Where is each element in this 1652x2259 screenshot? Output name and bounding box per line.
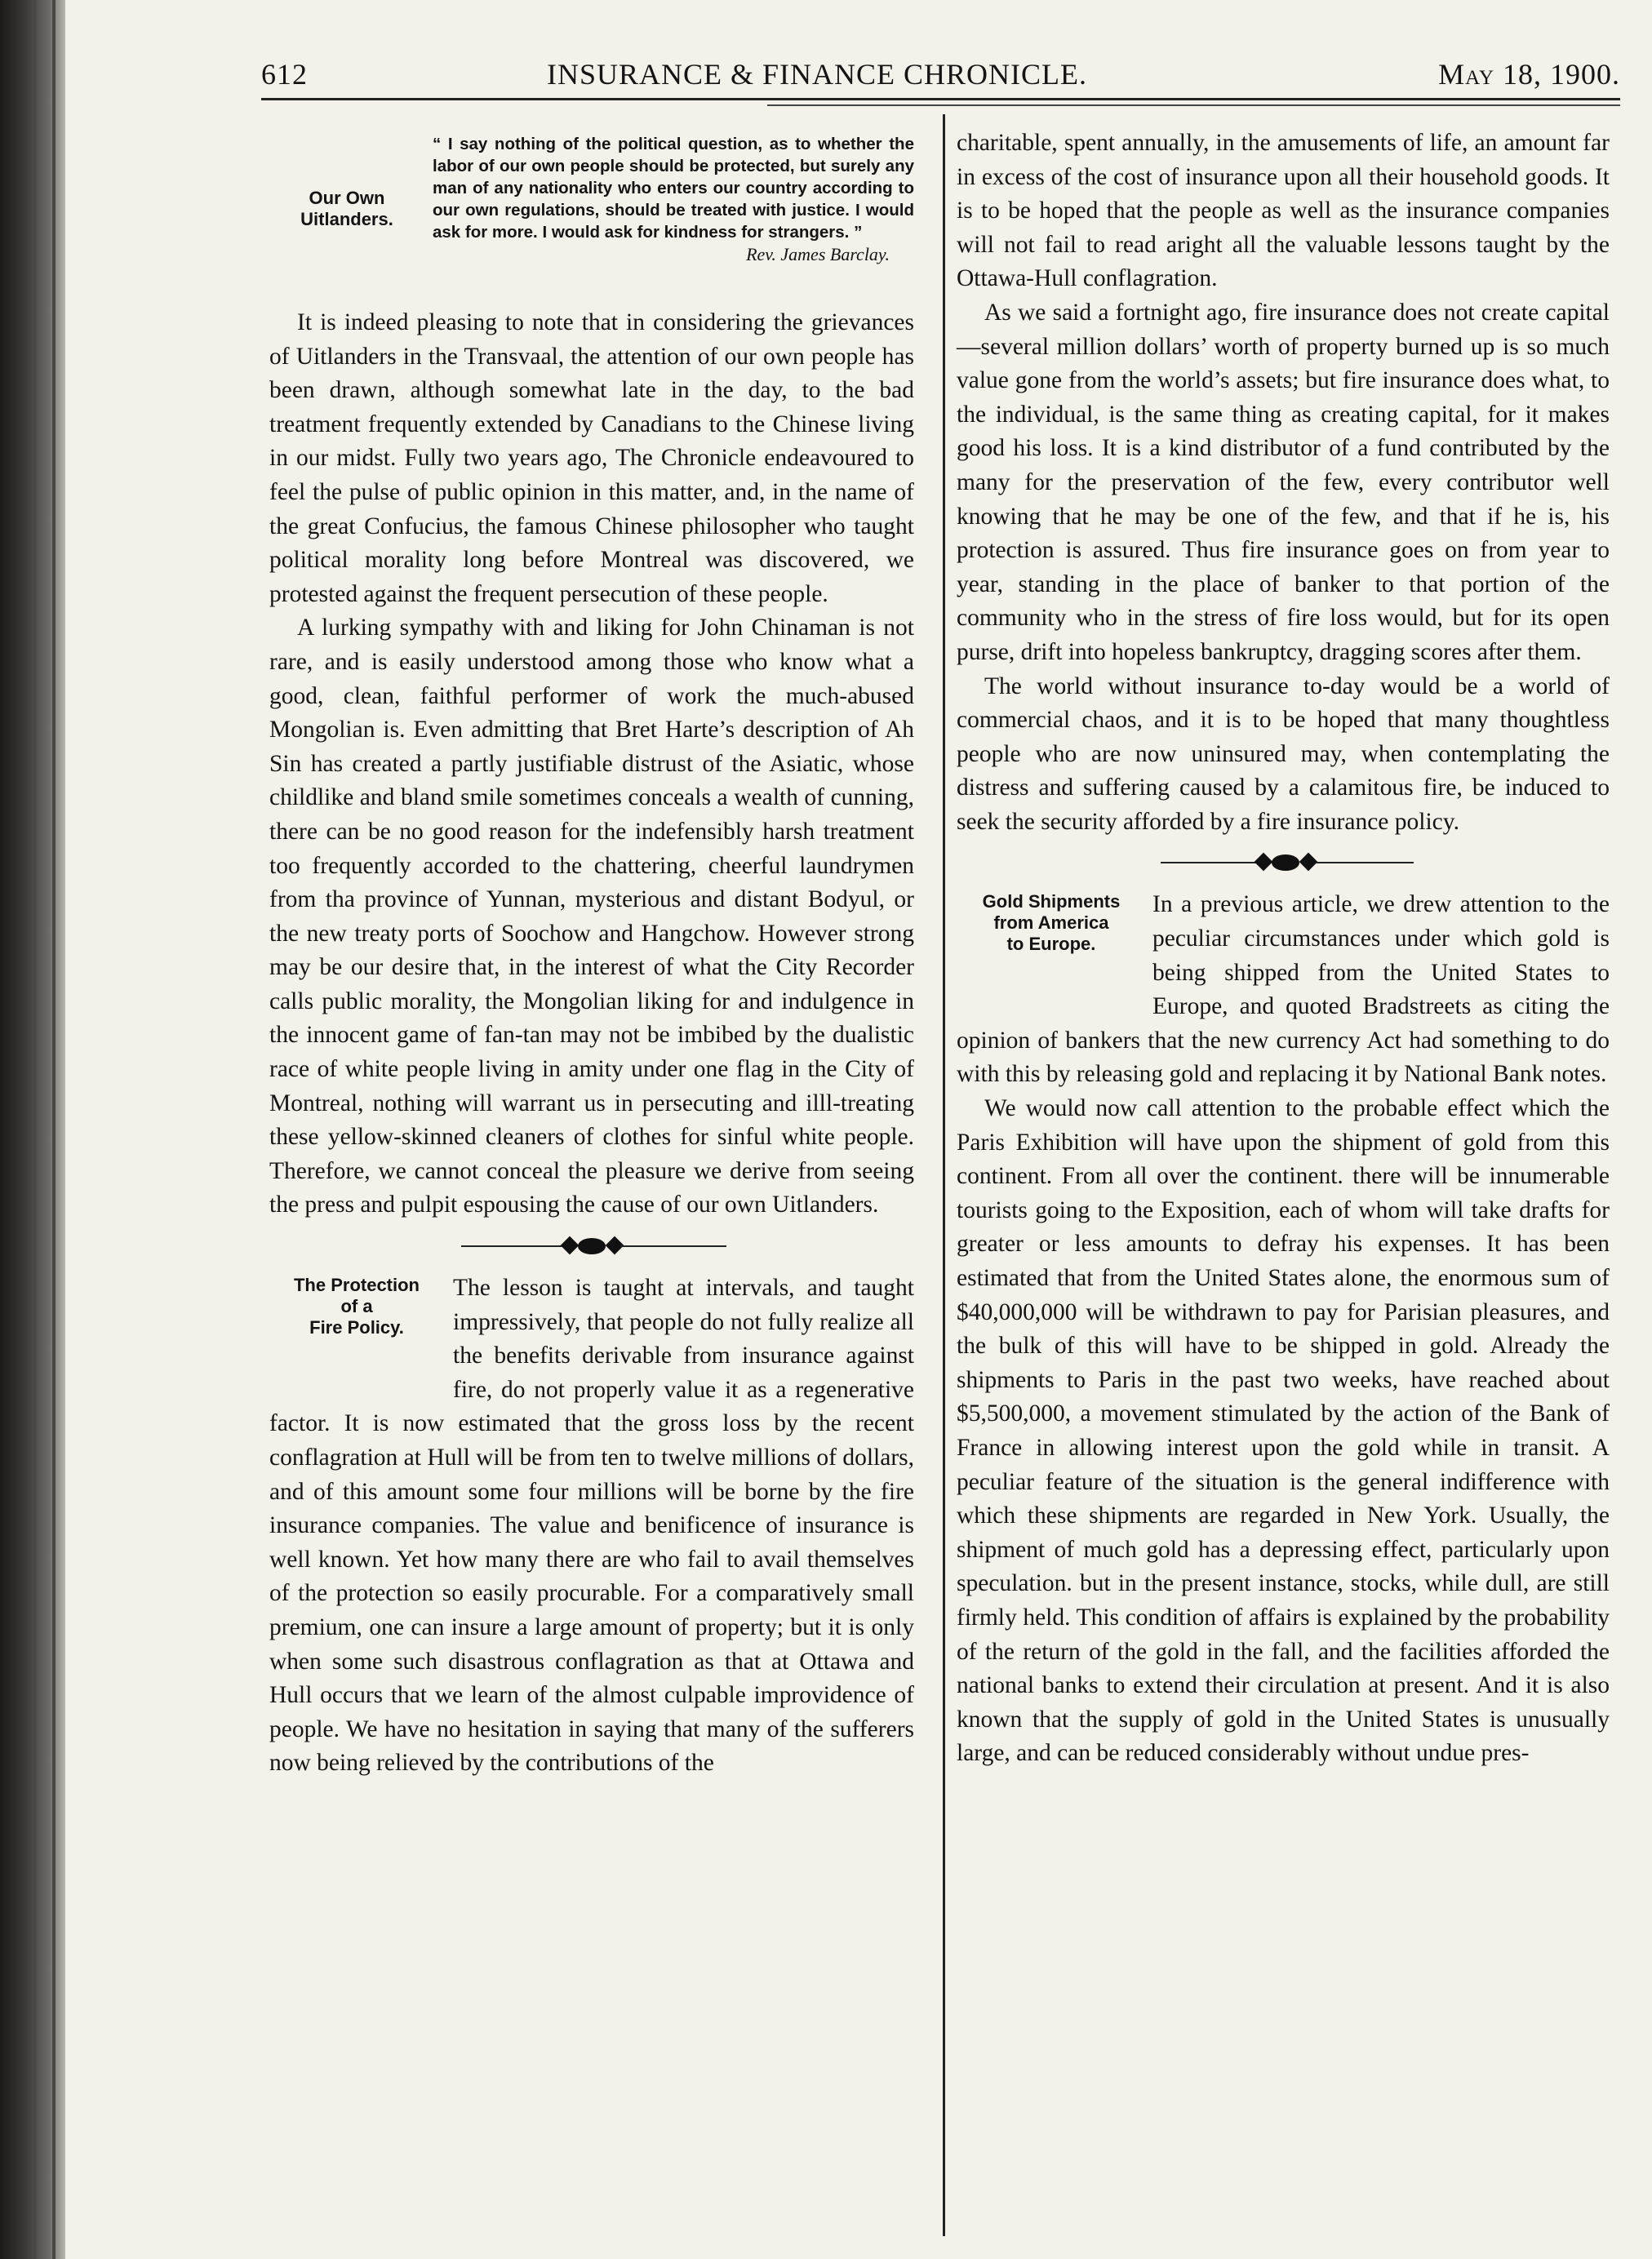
article-paragraph: A lurking sympathy with and liking for John Chinaman is not rare, and is easily understood among those who know what a good, clean, faithful performer of work the much-abused Mongolian is. Even admitting that Bret Harte’s description of Ah Sin has created a partly justifiable distrust of the Asiatic, whose childlike and bland smile sometimes conceals a wealth of cunning, there can be no good reason for the indefensibly harsh treatment too frequently accorded to the chattering, cheerful laundrymen from tha province of Yunnan, mysterious and distant Bodyul, or the new treaty ports of Soochow and Hangchow. However strong may be our desire that, in the interest of what the City Recorder calls public morality, the Mongolian liking for and indulgence in the innocent game of fan-tan may not be imbibed by the dualistic race of white people living in amity under one flag in the City of Montreal, nothing will warrant us in persecuting and illl-treating these yellow-skinned cleaners of clothes for sinful white people. Therefore, we cannot conceal the pleasure we derive from seeing the press and pulpit espousing the cause of our own Uitlanders. bbox=[269, 615, 914, 1218]
column-divider bbox=[943, 114, 945, 2236]
epigraph-quote: “ I say nothing of the political question, as to whether the labor of our own people should be protected, but surely any man of any nationality who enters our country according to our own regulations, should be treated with justice. I would ask for more. I would ask for kindness for strangers. ” Rev. James Barclay. bbox=[433, 135, 914, 264]
article-paragraph: It is indeed pleasing to note that in considering the grievances of Uitlanders in the Transvaal, the attention of our own people has been drawn, although somewhat late in the day, to the bad treatment frequently extended by Canadians to the Chinese living in our midst. Fully two years ago, The Chronicle endeavoured to feel the pulse of public opinion in this matter, and, in the name of the great Confucius, the famous Chinese philosopher who taught political morality long before Montreal was discovered, we protested against the frequent persecution of these people. bbox=[269, 309, 914, 607]
uitlanders-heading-block bbox=[269, 126, 914, 306]
article-paragraph: The world without insurance to-day would be a world of commercial chaos, and it is to be hoped that many thoughtless people who are now uninsured may, when contemplating the distress and suffering caused by a calamitous fire, be induced to seek the security afforded by a fire insurance policy. bbox=[957, 672, 1610, 835]
issue-date: May 18, 1900. bbox=[1438, 58, 1620, 91]
section-side-head-gold: Gold Shipments from America to Europe. bbox=[982, 891, 1121, 955]
article-paragraph-continued: charitable, spent annually, in the amusements of life, an amount far in excess of the cost of insurance upon all their household goods. It is to be hoped that the people as well as the insurance companies will not fail to read aright all the valuable lessons taught by the Ottawa-Hull conflagration. bbox=[957, 130, 1610, 292]
gold-section bbox=[957, 888, 1610, 1770]
article-paragraph: As we said a fortnight ago, fire insurance does not create capital—several million dollars’ worth of property burned up is so much value gone from the world’s assets; but fire insurance does what, to the individual, is the same thing as creating capital, for it makes good his loss. It is a kind distributor of a fund contributed by the many for the preservation of the few, every contributor well knowing that he may be one of the few, and that if he is, his protection is assured. Thus fire insurance goes on from year to year, standing in the place of banker to that portion of the community who in the stress of fire loss would, but for its open purse, drift into hopeless bankruptcy, dragging scores after them. bbox=[957, 299, 1610, 665]
article-paragraph: The lesson is taught at intervals, and taught impressively, that people do not fully realize all the benefits derivable from insurance against fire, do not properly value it as a regenerative factor. It is now estimated that the gross loss by the recent conflagration at Hull will be from ten to twelve millions of dollars, and of this amount some four millions will be borne by the fire insurance companies. The value and benificence of insurance is well known. Yet how many there are who fail to avail themselves of the protection so easily procurable. For a comparatively small premium, one can insure a large amount of property; but it is only when some such disastrous conflagration as that at Ottawa and Hull occurs that we learn of the almost culpable improvidence of people. We have no hesitation in saying that many of the sufferers now being relieved by the contributions of the bbox=[269, 1275, 914, 1777]
article-paragraph: In a previous article, we drew attention to the peculiar circumstances under which gold is being shipped from the United States to Europe, and quoted Bradstreets as citing the opinion of bankers that the new currency Act had something to do with this by releasing gold and replacing it by National Bank notes. bbox=[957, 891, 1610, 1088]
journal-title: INSURANCE & FINANCE CHRONICLE. bbox=[547, 58, 1088, 91]
epigraph-attribution: Rev. James Barclay. bbox=[746, 244, 890, 264]
page-number: 612 bbox=[261, 58, 308, 91]
section-side-head-protection: The Protection of a Fire Policy. bbox=[293, 1275, 420, 1338]
section-side-head-uitlanders: Our Own Uitlanders. bbox=[300, 188, 393, 229]
protection-section bbox=[269, 1272, 914, 1781]
binding-shadow-line bbox=[33, 0, 36, 2259]
running-header bbox=[261, 57, 1620, 103]
header-rule bbox=[261, 98, 1620, 100]
right-column bbox=[957, 126, 1610, 1771]
binding-shadow-line bbox=[52, 0, 56, 2259]
article-paragraph: We would now call attention to the probable effect which the Paris Exhibition will have upon the shipment of gold from this continent. From all over the continent. there will be innumerable tourists going to the Exposition, each of whom will take drafts for greater or less amounts to defray his expenses. It has been estimated that from the United States alone, the enormous sum of $40,000,000 will be withdrawn to pay for Parisian pleasures, and the bulk of this will have to be shipped in gold. Already the shipments to Paris in the past two weeks, have reached about $5,500,000, a movement stimulated by the action of the Bank of France in allowing interest upon the gold while in transit. A peculiar feature of the situation is the general indifference with which these shipments are regarded in New York. Usually, the shipment of much gold has a depressing effect, particularly upon speculation. but in the present instance, stocks, while dull, are still firmly held. This condition of affairs is explained by the probability of the return of the gold in the fall, and the facilities afforded the national banks to extend their circulation at present. And it is also known that the supply of gold in the United States is unusually large, and can be reduced considerably without undue pres- bbox=[957, 1095, 1610, 1767]
left-column bbox=[269, 126, 914, 1781]
section-divider-ornament bbox=[269, 1223, 914, 1272]
header-rule-secondary bbox=[767, 104, 1620, 106]
section-divider-ornament bbox=[957, 839, 1610, 888]
